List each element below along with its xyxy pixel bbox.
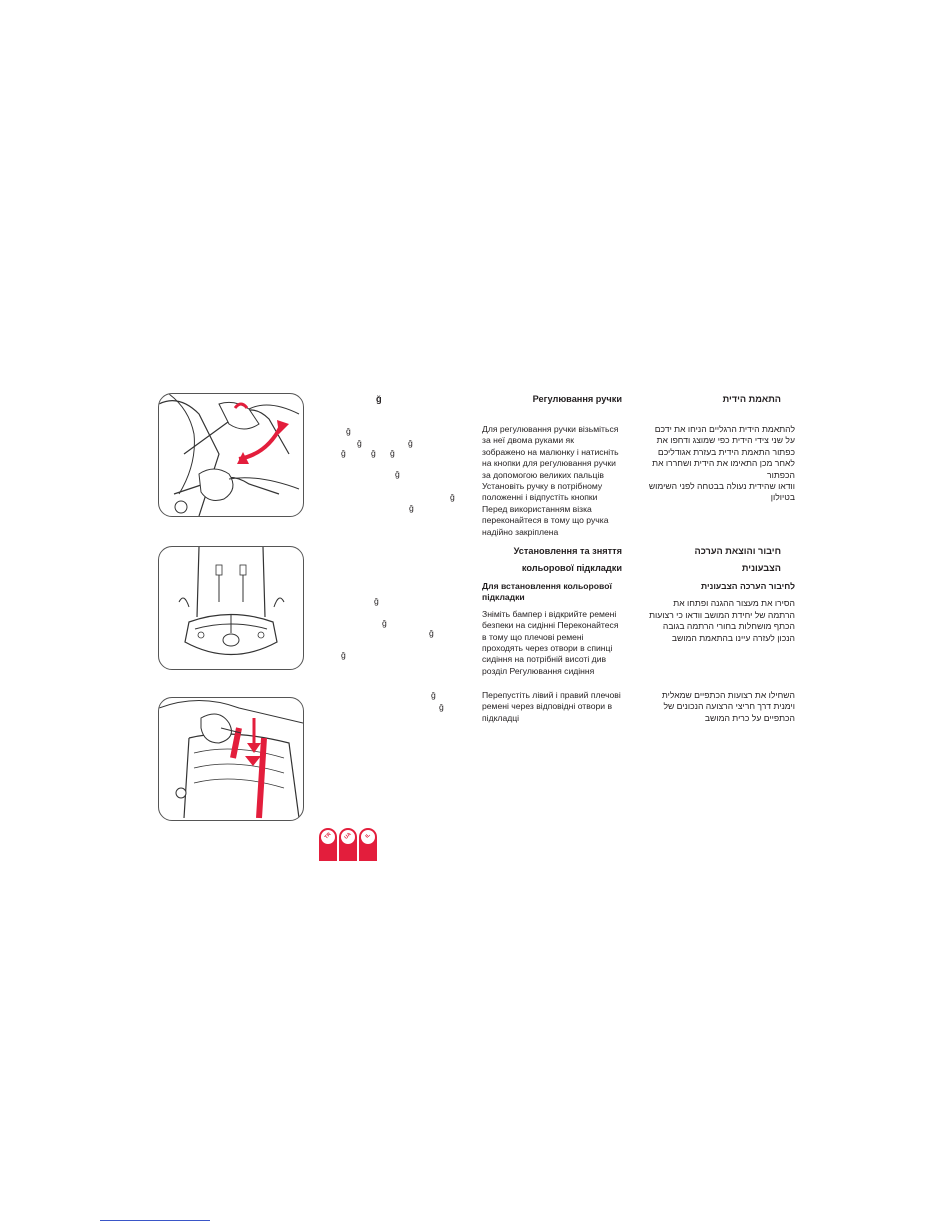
- il-heading-handle-adjust: התאמת הידית: [722, 394, 781, 404]
- tr-glyph: ğ: [409, 503, 414, 513]
- ua-heading-color-pad: Установлення та зняття кольорової підкладки: [513, 546, 622, 573]
- strap-threading-illustration: [158, 697, 304, 821]
- tr-glyph: ğ: [439, 702, 444, 712]
- ua-heading-handle-adjust: Регулювання ручки: [532, 394, 622, 404]
- language-badge-label: IL: [364, 832, 372, 840]
- ua-section-handle-adjust: [482, 391, 632, 538]
- il-body-handle-adjust: להתאמת הידית הרגליים הניחו את ידכם על שני צידי הידית כפי שמוצג ודחפו את כפתור התאמת הידית בעזרת אגודליכם לאחר מכן התאימו את הידית ושחררו את הכפתור וודאו שהידית נעולה בבטחה לפני השימוש בטיולון: [648, 424, 795, 503]
- language-badge-tr: [319, 828, 337, 861]
- il-body-strap-threading: השחילו את רצועות הכתפיים שמאלית וימנית דרך חריצי הרצועה הנכונים של הכתפיים על כרית המושב: [661, 690, 795, 723]
- tr-glyph: ğ: [341, 448, 346, 458]
- ua-body-handle-adjust: Для регулювання ручки візьміться за неї двома руками як зображено на малюнку і натисніть на кнопки для регулювання ручки за допомогою великих пальців Установіть ручку в потрібному положенні і відпустіть кнопки Перед використанням візка переконайтеся в тому що ручка надійно закріплена: [482, 424, 619, 537]
- handle-adjust-illustration: [158, 393, 304, 517]
- tr-glyph: ğ: [374, 596, 379, 606]
- footer-link-line: [100, 1220, 210, 1221]
- stroller-handle-adjust-illustration-icon: [159, 394, 303, 516]
- tr-glyph: ğ: [408, 438, 413, 448]
- il-body-color-pad: הסירו את מעצור ההגנה ופתחו את הרתמה של יחידת המושב וודאו כי רצועות הכתף מושחלות בחורי הרתמה בגובה הנכון לעזרה עיינו בהתאמת המושב: [649, 598, 795, 643]
- shoulder-strap-threading-illustration-icon: [159, 698, 303, 820]
- il-section-color-pad: [645, 543, 795, 644]
- language-badge-il: [359, 828, 377, 861]
- ua-subheading-color-pad: Для встановлення кольорової підкладки: [482, 581, 612, 603]
- tr-glyph: ğ: [341, 650, 346, 660]
- ua-section-strap-threading: [482, 690, 632, 724]
- tr-glyph: ğ: [431, 690, 436, 700]
- il-section-handle-adjust: [645, 391, 795, 504]
- tr-heading-glyph: ğ: [376, 394, 382, 404]
- tr-glyph: ğ: [371, 448, 376, 458]
- tr-glyph: ğ: [450, 492, 455, 502]
- language-badge-label: TR: [323, 831, 333, 841]
- tr-glyph: ğ: [357, 438, 362, 448]
- stroller-seat-harness-illustration-icon: [159, 547, 303, 669]
- tr-section-1: [342, 391, 462, 408]
- ua-body-color-pad: Зніміть бампер і відкрийте ремені безпеки на сидінні Переконайтеся в тому що плечові ремені проходять через отвори в спинці сидіння на потрібній висоті див розділ Регулювання сидіння: [482, 608, 619, 676]
- ua-section-color-pad: [482, 543, 632, 677]
- ua-body-strap-threading: Перепустіть лівий і правий плечові ремені через відповідні отвори в підкладці: [482, 690, 621, 723]
- il-subheading-color-pad: לחיבור הערכה הצבעונית: [701, 581, 795, 591]
- il-heading-color-pad: חיבור והוצאת הערכה הצבעונית: [694, 546, 781, 573]
- tr-glyph: ğ: [382, 618, 387, 628]
- language-badge-ua: [339, 828, 357, 861]
- tr-glyph: ğ: [429, 628, 434, 638]
- seat-harness-illustration: [158, 546, 304, 670]
- tr-glyph: ğ: [346, 426, 351, 436]
- language-badge-label: UA: [343, 831, 353, 841]
- tr-glyph: ğ: [390, 448, 395, 458]
- il-section-strap-threading: [645, 690, 795, 724]
- tr-glyph: ğ: [395, 469, 400, 479]
